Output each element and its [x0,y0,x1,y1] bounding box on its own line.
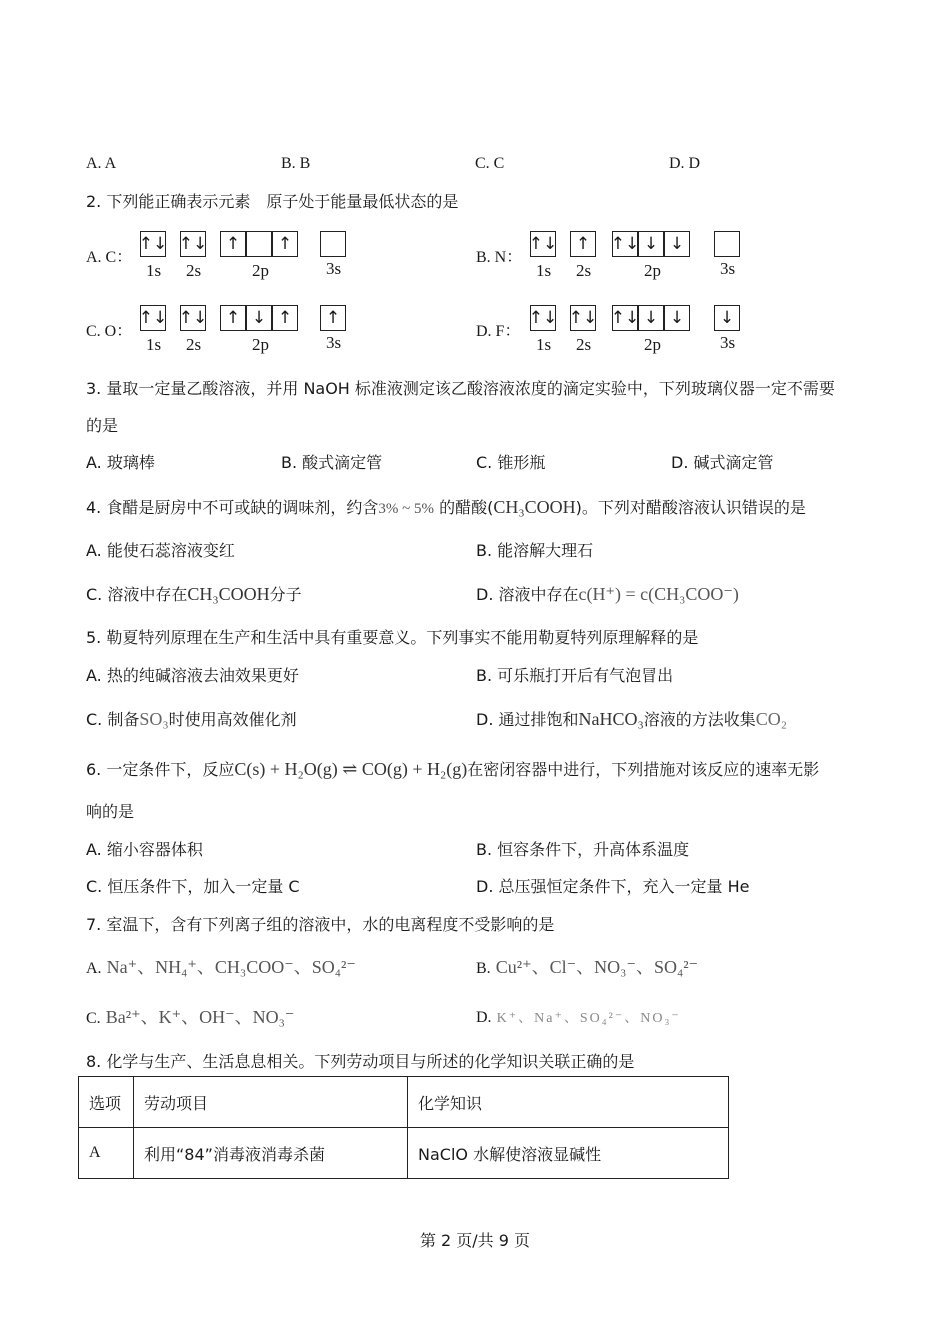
table-header-cell: 选项 [79,1077,134,1128]
orbital-2s: ↑↓ [180,231,206,257]
orbital-2s: ↑ [570,231,596,257]
q7-stem: 7. 室温下，含有下列离子组的溶液中，水的电离程度不受影响的是 [86,915,555,934]
q3-option-b: B. 酸式滴定管 [281,453,383,472]
q5-option-d-formula2: CO₂ [755,709,788,729]
table-cell: 利用“84”消毒液消毒杀菌 [134,1128,408,1179]
q1-option-c: C. C [475,155,505,172]
orbital-2p-1: ↑ [220,231,246,257]
q3-option-c: C. 锥形瓶 [476,453,546,472]
q2-option-d-label: D. F： [476,323,521,340]
q5-option-d [476,708,787,731]
label-2p: 2p [644,261,661,280]
q6-option-a: A. 缩小容器体积 [86,840,203,859]
q6-option-b: B. 恒容条件下，升高体系温度 [476,840,690,859]
q3-option-a: A. 玻璃棒 [86,453,155,472]
table-row [79,1128,729,1179]
orbital-2p-3: ↑ [272,305,298,331]
q7-option-c-label: C. [86,1010,101,1027]
q7-option-a [86,956,356,980]
label-3s: 3s [326,333,342,352]
orbital-2p-1: ↑↓ [612,305,638,331]
label-3s: 3s [720,333,736,352]
label-1s: 1s [146,335,162,354]
page-footer: 第 2 页/共 9 页 [419,1231,531,1250]
label-1s: 1s [146,261,162,280]
orbital-1s: ↑↓ [530,231,556,257]
table-header-cell: 劳动项目 [134,1077,408,1128]
q1-option-d: D. D [669,155,701,172]
q4-stem-pre: 4. 食醋是厨房中不可或缺的调味剂，约含 [86,498,379,517]
q7-option-d [476,1006,681,1030]
orbital-3s: ↑ [320,305,346,331]
q4-stem-pct: 3% ~ 5% [378,501,434,517]
q4-option-d-pre: D. 溶液中存在 [476,585,579,604]
q5-option-d-mid: 溶液的方法收集 [643,710,756,729]
q1-option-b: B. B [281,155,311,172]
orbital-2p-2: ↓ [638,305,664,331]
orbital-3s: ↓ [714,305,740,331]
q5-option-c-pre: C. 制备 [86,710,140,729]
label-2s: 2s [186,261,202,280]
q5-option-b: B. 可乐瓶打开后有气泡冒出 [476,666,674,685]
q4-option-a: A. 能使石蕊溶液变红 [86,541,235,560]
q6-stem [86,758,819,781]
q5-option-a: A. 热的纯碱溶液去油效果更好 [86,666,299,685]
q6-stem-line2: 响的是 [86,802,135,821]
label-2s: 2s [576,261,592,280]
q7-option-d-ions: K⁺、Na⁺、SO₄²⁻、NO₃⁻ [496,1011,681,1026]
table-header-row [79,1077,729,1128]
orbital-2p-3: ↓ [664,231,690,257]
q6-option-d: D. 总压强恒定条件下，充入一定量 He [476,877,750,896]
q7-option-a-ions: Na⁺、NH₄⁺、CH₃COO⁻、SO₄²⁻ [106,957,356,977]
q7-option-b [476,956,698,980]
q2-option-c [86,305,386,365]
orbital-2s: ↑↓ [180,305,206,331]
q2-option-b-label: B. N： [476,249,523,266]
label-2s: 2s [576,335,592,354]
q7-option-c-ions: Ba²⁺、K⁺、OH⁻、NO₃⁻ [105,1007,295,1027]
q4-option-b: B. 能溶解大理石 [476,541,594,560]
orbital-3s [714,231,740,257]
q4-option-d-formula: c(H⁺) = c(CH₃COO⁻) [578,584,739,604]
table-header-cell: 化学知识 [408,1077,729,1128]
q6-stem-pre: 6. 一定条件下，反应 [86,760,235,779]
q4-option-c-pre: C. 溶液中存在 [86,585,188,604]
label-1s: 1s [536,335,552,354]
table-cell: A [79,1128,134,1179]
orbital-1s: ↑↓ [140,231,166,257]
label-2p: 2p [252,335,269,354]
label-3s: 3s [720,259,736,278]
q2-option-b [476,231,776,291]
orbital-2p-2: ↓ [638,231,664,257]
orbital-3s [320,231,346,257]
q2-option-c-label: C. O： [86,323,133,340]
q6-stem-post: 在密闭容器中进行，下列措施对该反应的速率无影 [467,760,820,779]
q5-option-c-formula: SO₃ [139,709,169,729]
q4-option-c [86,583,302,606]
label-2p: 2p [644,335,661,354]
q5-option-c [86,708,297,731]
q7-option-a-label: A. [86,960,102,977]
table-cell: NaClO 水解使溶液显碱性 [408,1128,729,1179]
q3-stem-line1: 3. 量取一定量乙酸溶液，并用 NaOH 标准液测定该乙酸溶液浓度的滴定实验中，下列玻璃仪器一定不需要 [86,379,835,398]
orbital-2s: ↑↓ [570,305,596,331]
q6-option-c: C. 恒压条件下，加入一定量 C [86,877,300,896]
q6-stem-formula: C(s) + H₂O(g) ⇌ CO(g) + H₂(g) [234,759,468,779]
q2-option-a [86,231,386,291]
q7-option-d-label: D. [476,1009,492,1026]
label-3s: 3s [326,259,342,278]
orbital-2p-2 [246,231,272,257]
q2-option-a-label: A. C： [86,249,133,266]
orbital-2p-3: ↑ [272,231,298,257]
q7-option-c [86,1006,294,1030]
q2-option-d [476,305,776,365]
q5-option-c-post: 时使用高效催化剂 [168,710,297,729]
orbital-2p-3: ↓ [664,305,690,331]
orbital-1s: ↑↓ [140,305,166,331]
q7-option-b-label: B. [476,960,491,977]
q8-table [78,1076,729,1179]
orbital-2p-1: ↑↓ [612,231,638,257]
q3-stem-line2: 的是 [86,416,119,435]
q4-stem-formula: CH₃COOH [493,497,576,517]
q2-stem: 2. 下列能正确表示元素 原子处于能量最低状态的是 [86,192,459,211]
label-1s: 1s [536,261,552,280]
orbital-1s: ↑↓ [530,305,556,331]
q4-stem [86,496,806,520]
q5-stem: 5. 勒夏特列原理在生产和生活中具有重要意义。下列事实不能用勒夏特列原理解释的是 [86,628,699,647]
label-2p: 2p [252,261,269,280]
q4-stem-post: )。下列对醋酸溶液认识错误的是 [575,498,806,517]
q1-option-a: A. A [86,155,117,172]
orbital-2p-1: ↑ [220,305,246,331]
q4-option-c-post: 分子 [269,585,302,604]
q4-stem-mid: 的醋酸( [439,498,494,517]
q8-stem: 8. 化学与生产、生活息息相关。下列劳动项目与所述的化学知识关联正确的是 [86,1052,635,1071]
q4-option-d [476,583,739,606]
q5-option-d-formula: NaHCO₃ [578,709,644,729]
orbital-2p-2: ↓ [246,305,272,331]
q7-option-b-ions: Cu²⁺、Cl⁻、NO₃⁻、SO₄²⁻ [495,957,699,977]
q3-option-d: D. 碱式滴定管 [671,453,774,472]
q5-option-d-pre: D. 通过排饱和 [476,710,579,729]
q4-option-c-formula: CH₃COOH [187,584,270,604]
label-2s: 2s [186,335,202,354]
